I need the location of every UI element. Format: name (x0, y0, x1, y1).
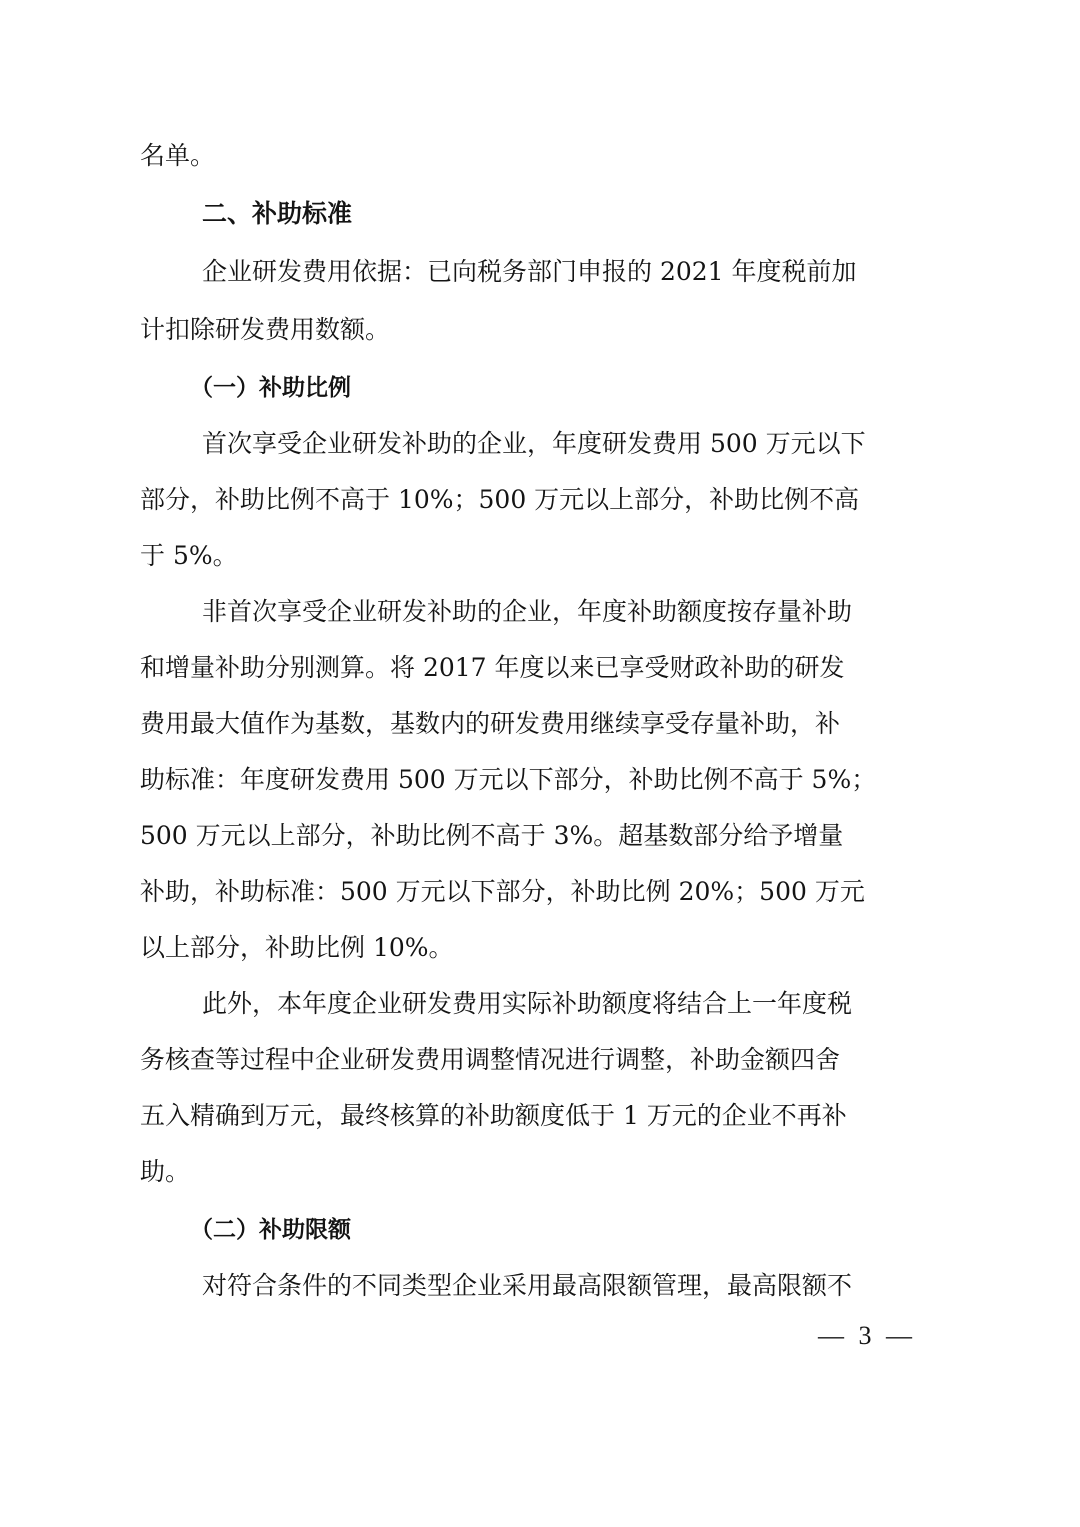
paragraph-line: 500 万元以上部分，补助比例不高于 3%。超基数部分给予增量 (140, 821, 844, 850)
paragraph-line: 此外，本年度企业研发费用实际补助额度将结合上一年度税 (202, 989, 853, 1018)
paragraph-line: 助。 (140, 1157, 191, 1186)
paragraph-line: 务核查等过程中企业研发费用调整情况进行调整，补助金额四舍 (140, 1045, 841, 1074)
paragraph-line: 企业研发费用依据：已向税务部门申报的 2021 年度税前加 (202, 257, 857, 286)
paragraph-line: 首次享受企业研发补助的企业，年度研发费用 500 万元以下 (202, 429, 866, 458)
subsection-heading-limit: （二）补助限额 (190, 1216, 351, 1243)
page-number: — 3 — (818, 1321, 916, 1350)
paragraph-line: 对符合条件的不同类型企业采用最高限额管理，最高限额不 (202, 1271, 853, 1300)
paragraph-line: 以上部分，补助比例 10%。 (140, 933, 454, 962)
paragraph-line: 于 5%。 (140, 541, 238, 570)
paragraph-line: 五入精确到万元，最终核算的补助额度低于 1 万元的企业不再补 (140, 1101, 847, 1130)
paragraph-line: 补助，补助标准：500 万元以下部分，补助比例 20%；500 万元 (140, 877, 865, 906)
paragraph-line: 费用最大值作为基数，基数内的研发费用继续享受存量补助，补 (140, 709, 841, 738)
subsection-heading-ratio: （一）补助比例 (190, 374, 351, 401)
paragraph-line: 计扣除研发费用数额。 (140, 315, 391, 344)
paragraph-line: 助标准：年度研发费用 500 万元以下部分，补助比例不高于 5%； (140, 765, 877, 794)
paragraph-line: 和增量补助分别测算。将 2017 年度以来已享受财政补助的研发 (140, 653, 845, 682)
section-heading-subsidy-standard: 二、补助标准 (202, 199, 353, 228)
text-line-continuation: 名单。 (140, 141, 216, 170)
paragraph-line: 部分，补助比例不高于 10%；500 万元以上部分，补助比例不高 (140, 485, 860, 514)
paragraph-line: 非首次享受企业研发补助的企业，年度补助额度按存量补助 (202, 597, 853, 626)
